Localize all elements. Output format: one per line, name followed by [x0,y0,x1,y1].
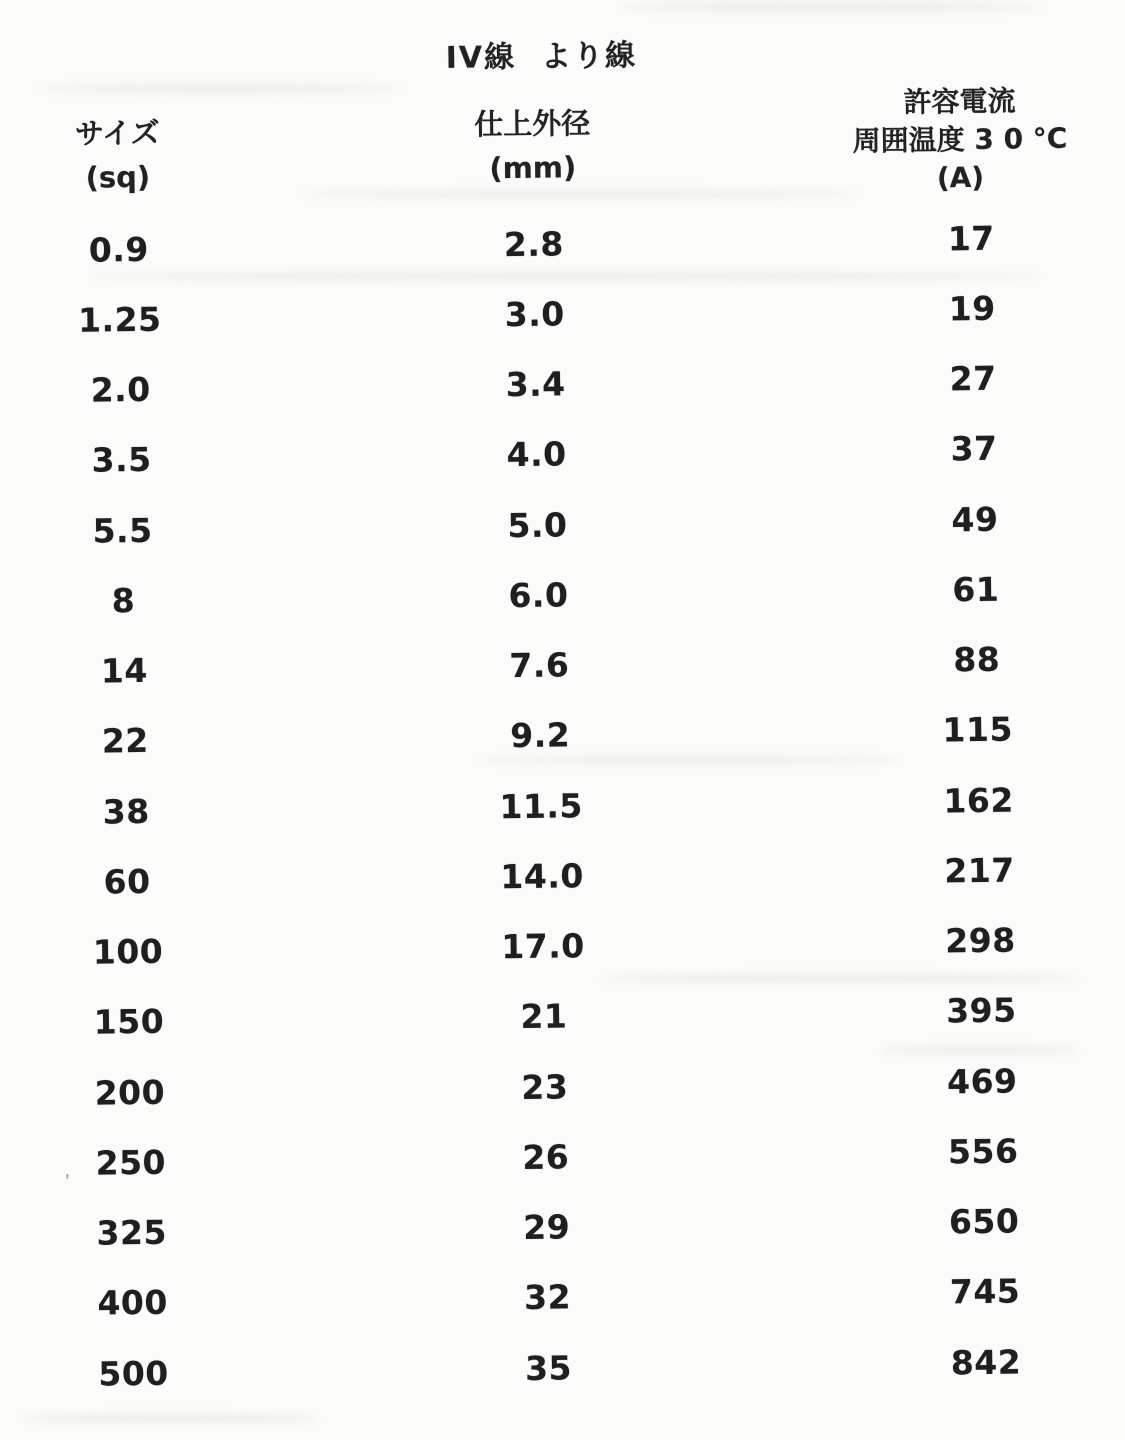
cell-outer-diameter: 4.0 [506,434,567,475]
column-header-amp-label: 許容電流 [903,84,1016,119]
cell-size: 22 [101,721,150,761]
cell-size: 250 [95,1142,167,1183]
column-header-amp-condition: 周囲温度 3 0 °C [852,121,1068,158]
cell-size: 400 [97,1283,169,1323]
cell-allowable-current: 650 [948,1201,1020,1242]
cell-allowable-current: 37 [950,429,998,469]
column-header-od-unit: (mm) [489,150,577,186]
cell-outer-diameter: 26 [522,1137,570,1177]
column-header-amp-unit: (A) [936,160,985,195]
cell-allowable-current: 556 [947,1131,1019,1172]
cell-outer-diameter: 23 [521,1067,569,1107]
cell-size: 500 [98,1353,169,1394]
cell-outer-diameter: 35 [524,1347,573,1388]
cell-allowable-current: 17 [947,218,995,258]
cell-allowable-current: 842 [950,1342,1022,1383]
cell-size: 0.9 [88,229,150,270]
cell-size: 38 [102,791,150,832]
cell-allowable-current: 217 [944,850,1015,891]
cell-allowable-current: 745 [949,1271,1021,1312]
column-header-od-label: 仕上外径 [474,106,591,142]
cell-size: 5.5 [92,510,153,551]
document-title: IV線 より線 [445,38,638,76]
column-header-allowable-current [807,81,1113,199]
cell-outer-diameter: 3.0 [504,294,565,335]
cell-allowable-current: 19 [948,288,996,329]
cell-allowable-current: 88 [953,639,1001,680]
cell-outer-diameter: 5.0 [507,504,568,545]
cell-size: 100 [92,931,164,972]
cell-outer-diameter: 11.5 [499,785,584,826]
table-row [8,1325,1125,1410]
cell-outer-diameter: 21 [520,996,568,1037]
cell-allowable-current: 49 [951,499,999,539]
cell-size: 200 [94,1072,166,1113]
cell-size: 60 [103,861,151,902]
cell-outer-diameter: 9.2 [510,715,571,756]
cell-size: 1.25 [77,299,162,340]
cell-outer-diameter: 2.8 [503,223,565,264]
cell-outer-diameter: 3.4 [505,364,566,405]
table-body [0,201,1125,1410]
cell-allowable-current: 162 [943,780,1015,821]
cell-allowable-current: 27 [949,358,997,399]
cell-size: 14 [100,650,149,691]
cell-outer-diameter: 7.6 [509,645,570,686]
cell-size: 325 [96,1212,168,1253]
cell-allowable-current: 115 [942,709,1014,750]
cell-outer-diameter: 14.0 [500,856,585,897]
cell-outer-diameter: 29 [522,1207,571,1248]
cell-allowable-current: 395 [945,990,1017,1031]
cell-size: 3.5 [91,440,152,480]
cell-outer-diameter: 17.0 [501,926,585,967]
cell-size: 150 [93,1002,165,1042]
cell-size: 8 [111,580,136,621]
cell-allowable-current: 469 [946,1061,1018,1102]
column-header-outer-diameter [242,98,823,194]
column-header-size-label: サイズ [74,115,160,151]
column-header-size [0,110,243,201]
cell-outer-diameter: 6.0 [508,575,569,615]
column-header-size-unit: (sq) [85,159,151,195]
cell-allowable-current: 298 [945,920,1016,961]
cell-size: 2.0 [90,369,151,410]
scan-speck: , [58,1157,73,1183]
cell-outer-diameter: 32 [523,1277,572,1318]
cell-allowable-current: 61 [952,569,1000,610]
